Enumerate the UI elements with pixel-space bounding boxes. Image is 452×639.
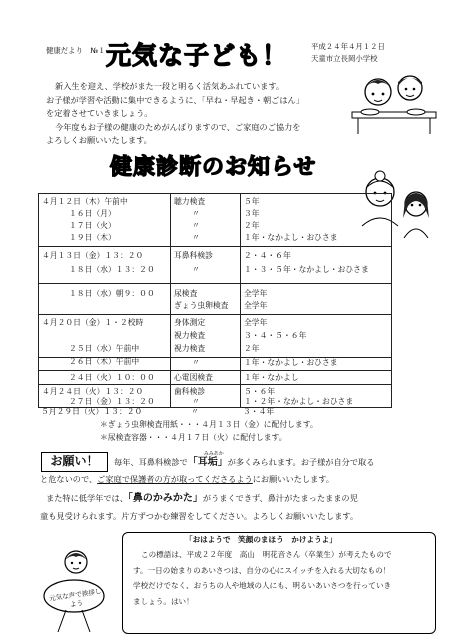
exam-name: 心電図検査	[174, 373, 213, 382]
exam-date: １９日（木）	[69, 233, 116, 242]
exam-target: ３・４年	[243, 407, 275, 416]
request-text: がうまくできず、鼻汁がたまったままの児	[202, 493, 358, 503]
note-line: ＊尿検査容器・・・４月１７日（火）に配付します。	[100, 433, 287, 442]
exam-name: ぎょう虫卵検査	[174, 301, 229, 310]
exam-name: 視力検査	[174, 331, 206, 340]
school-name: 天童市立長岡小学校	[311, 54, 378, 63]
exam-target: １年・なかよし・おひさま	[244, 233, 338, 242]
table-divider	[39, 283, 391, 284]
exam-date: ２５日（水）午前中	[69, 344, 140, 353]
request-paragraph-1	[114, 451, 419, 470]
table-divider	[39, 370, 391, 371]
exam-name: 視力検査	[174, 344, 206, 353]
exam-name: 〃	[191, 407, 199, 416]
request-paragraph-1-cont	[40, 473, 430, 487]
greeting-slogan-box	[122, 532, 436, 634]
exam-name: 耳鼻科検診	[174, 251, 213, 260]
checkup-schedule-table	[38, 193, 392, 408]
table-row	[39, 264, 391, 276]
exam-target: 全学年	[244, 318, 268, 327]
slogan-line: ましょう。はい！	[133, 596, 194, 606]
exam-target: ５・６年	[244, 387, 276, 396]
exam-date: １７日（火）	[69, 221, 116, 230]
checkup-banner: 健康診断のお知らせ	[110, 155, 317, 180]
slogan-body	[133, 547, 429, 609]
keyword-earwax	[187, 451, 228, 468]
table-row	[39, 330, 391, 342]
intro-line: よろしくお願いいたします。	[46, 135, 152, 146]
exam-date: ５月２９日（火）１３：２０	[41, 407, 143, 416]
table-row	[39, 220, 391, 232]
slogan-title: 「おはようで 笑顔のまほう かけようよ」	[185, 535, 337, 544]
exam-target: ２・４・６年	[244, 251, 291, 260]
table-row	[39, 232, 391, 244]
table-divider	[39, 246, 391, 247]
exam-date: ２４日（火）１０：００	[69, 373, 155, 382]
request-text: また特に低学年では、	[46, 493, 128, 503]
request-paragraph-2-cont: 童も見受けられます。片方ずつかむ練習をしてください。よろしくお願いいたします。	[40, 511, 359, 521]
exam-target: ３年	[244, 209, 260, 218]
exam-target: １・２年・なかよし・おひさま	[244, 397, 354, 406]
exam-target: ３・４・５・６年	[244, 331, 307, 340]
exam-name: 身体測定	[174, 318, 206, 327]
exam-date: １６日（月）	[69, 209, 116, 218]
distribution-notes	[100, 418, 318, 444]
keyword-text: 「耳垢」	[187, 457, 228, 468]
exam-name: 〃	[192, 397, 200, 406]
underlined-text: ご家庭で保護者の方が取ってくださるよう	[97, 474, 253, 484]
request-text: 毎年、耳鼻科検診で	[114, 457, 188, 467]
slogan-line: この標語は、平成２２年度 高山 明花音さん（卒業生）が考えたもので	[141, 550, 392, 559]
note-line: ＊ぎょう虫卵検査用紙・・・４月１３日（金）に配付します。	[100, 420, 318, 429]
exam-date: １８日（水）１３：２０	[69, 265, 155, 274]
exam-date: ４月１３日（金）１３：２０	[42, 251, 144, 260]
exam-date: １８日（水）朝９：００	[69, 289, 155, 298]
request-text: と危ないので、	[40, 474, 98, 484]
exam-target: 全学年	[244, 301, 268, 310]
request-text: にお願いいたします。	[252, 474, 334, 484]
intro-line: お子様が学習や活動に集中できるように、「早ね・早起き・朝ごはん」	[46, 94, 304, 105]
keyword-nose-blowing: 「鼻のかみかた」	[127, 493, 203, 504]
exam-date: ２７日（金）１３：２０	[69, 397, 155, 406]
table-row	[39, 196, 391, 208]
greeting-sign-text: 元気な声で挨拶しよう	[48, 587, 102, 609]
exam-name: 尿検査	[174, 289, 198, 298]
kids-eating-illustration	[348, 70, 440, 136]
slogan-line: す。一日の始まりのあいさつは、自分の心にスイッチを入れる大切なもの！	[133, 565, 391, 575]
request-paragraph-2	[46, 492, 432, 506]
slogan-line: 学校だけでなく、おうちの人や地域の人にも、明るいあいさつを行っていき	[133, 581, 392, 590]
request-badge: お願い！	[41, 452, 108, 472]
exam-target: ５年	[244, 197, 260, 206]
table-row	[39, 208, 391, 220]
exam-target: 全学年	[244, 289, 268, 298]
table-row	[39, 250, 391, 262]
table-divider	[39, 384, 391, 385]
intro-line: 今年度もお子様の健康のためがんばりますので、ご家庭のご協力を	[55, 121, 301, 132]
exam-date: ２６日（木）午前中	[69, 357, 140, 366]
table-row	[39, 288, 391, 300]
intro-text	[46, 80, 346, 148]
exam-date: ４月２０日（金）１・２校時	[42, 318, 144, 327]
exam-name: 聴力検査	[174, 197, 206, 206]
exam-target: ２年	[244, 344, 260, 353]
exam-target: １・３・５年・なかよし・おひさま	[244, 265, 369, 274]
exam-name: 〃	[192, 209, 200, 218]
issue-date: 平成２４年４月１２日	[311, 42, 385, 51]
exam-target: １年・なかよし	[244, 373, 299, 382]
request-text: が多くみられます。お子様が自分で取る	[227, 457, 375, 467]
table-divider	[39, 314, 391, 315]
intro-line: を定着させていきましょう。	[46, 108, 153, 119]
table-row	[39, 317, 391, 329]
exam-date: ４月２４日（火）１３：２０	[42, 387, 144, 396]
exam-name: 〃	[192, 265, 200, 274]
exam-target: ２年	[244, 221, 260, 230]
table-row	[39, 343, 391, 355]
newsletter-label: 健康だより №１	[46, 46, 106, 55]
issue-date-block	[311, 41, 385, 65]
exam-name: 〃	[192, 233, 200, 242]
exam-name: 〃	[192, 221, 200, 230]
exam-name: 歯科検診	[174, 387, 206, 396]
intro-line: 新入生を迎え、学校がまた一段と明るく活気あふれています。	[55, 81, 285, 91]
table-row	[39, 300, 391, 312]
newsletter-title: 元気な子ども！	[106, 41, 289, 70]
table-row	[39, 357, 391, 369]
table-row	[39, 372, 391, 384]
keyword-ruby: みみあか	[203, 451, 224, 457]
exam-date: ４月１２日（木）午前中	[42, 197, 128, 206]
exam-name: 〃	[192, 358, 200, 367]
exam-target: １年・なかよし・おひさま	[244, 358, 338, 367]
